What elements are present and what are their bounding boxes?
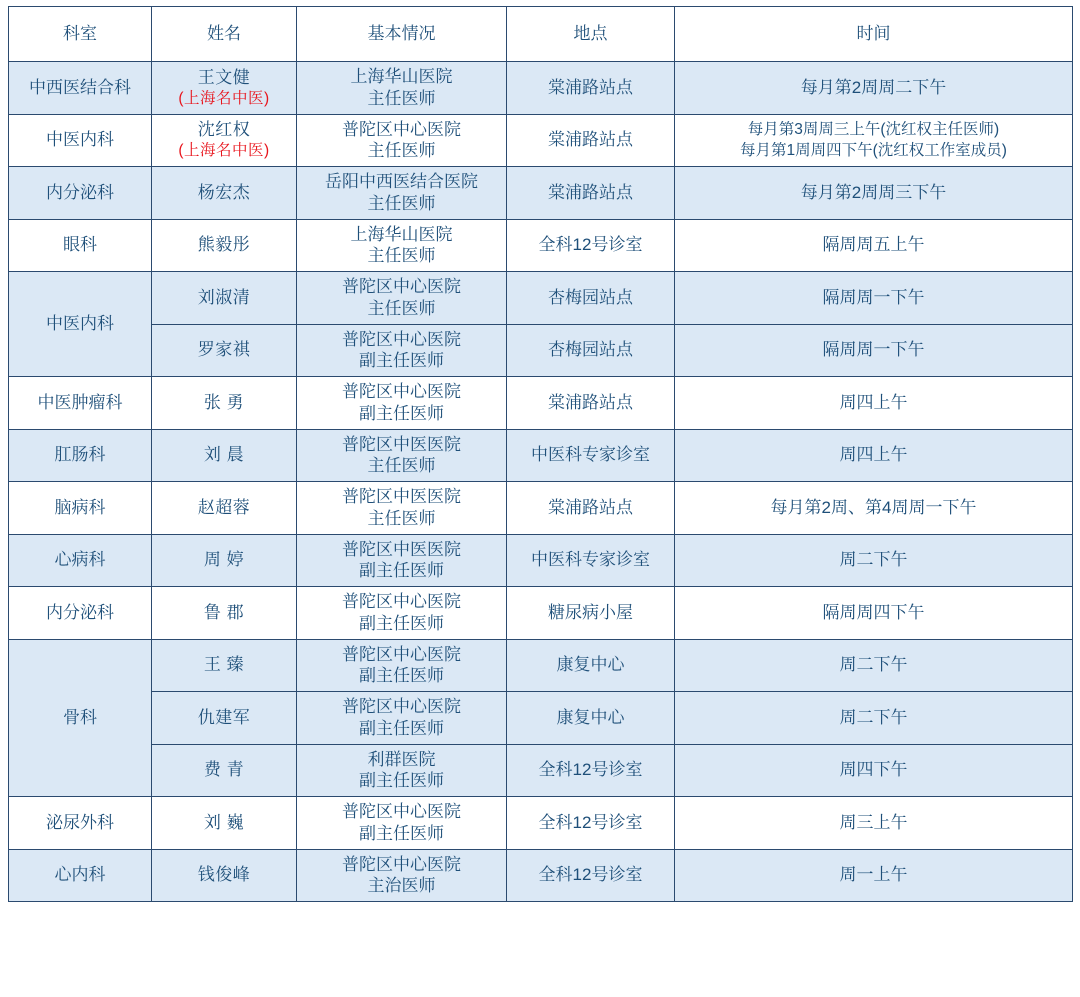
basic-info-line: 普陀区中心医院 xyxy=(342,802,461,821)
basic-info-line: 上海华山医院 xyxy=(350,67,453,86)
basic-info-line: 主任医师 xyxy=(367,141,436,161)
cell-basic-info xyxy=(297,324,507,377)
time-line: 周四上午 xyxy=(839,392,908,412)
cell-name xyxy=(152,587,297,640)
doctor-name: 熊毅彤 xyxy=(197,235,251,255)
table-row xyxy=(9,324,1073,377)
cell-time xyxy=(675,219,1073,272)
time-line: 每月第2周周三下午 xyxy=(800,182,947,202)
time-line: 周四上午 xyxy=(839,445,908,465)
time-line: 每月第1周周四下午(沈红权工作室成员) xyxy=(740,142,1007,160)
basic-info-line: 副主任医师 xyxy=(359,561,444,581)
cell-name xyxy=(152,849,297,902)
cell-department: 脑病科 xyxy=(9,482,152,535)
table-row xyxy=(9,482,1073,535)
basic-info-line: 普陀区中医医院 xyxy=(342,434,461,454)
basic-info-line: 普陀区中心医院 xyxy=(342,592,461,611)
column-header-department: 科室 xyxy=(9,7,152,62)
doctor-name: 罗家祺 xyxy=(197,340,251,360)
cell-location: 康复中心 xyxy=(507,639,675,692)
doctor-name: 沈红权 xyxy=(197,120,251,140)
table-row xyxy=(9,744,1073,797)
cell-location: 杏梅园站点 xyxy=(507,324,675,377)
column-header-time: 时间 xyxy=(675,7,1073,62)
basic-info-line: 主治医师 xyxy=(367,876,436,896)
time-line: 每月第2周、第4周周一下午 xyxy=(770,497,977,517)
cell-location: 康复中心 xyxy=(507,692,675,745)
cell-basic-info xyxy=(297,797,507,850)
cell-basic-info xyxy=(297,849,507,902)
basic-info-line: 普陀区中心医院 xyxy=(342,644,461,664)
cell-time xyxy=(675,534,1073,587)
cell-location: 棠浦路站点 xyxy=(507,167,675,220)
time-line: 周二下午 xyxy=(839,655,908,675)
cell-location: 中医科专家诊室 xyxy=(507,534,675,587)
cell-location: 全科12号诊室 xyxy=(507,849,675,902)
table-row xyxy=(9,692,1073,745)
cell-basic-info xyxy=(297,429,507,482)
cell-department: 泌尿外科 xyxy=(9,797,152,850)
cell-time xyxy=(675,639,1073,692)
cell-time xyxy=(675,797,1073,850)
doctor-name-note: (上海名中医) xyxy=(178,142,270,160)
time-line: 周四下午 xyxy=(839,760,908,780)
cell-time xyxy=(675,692,1073,745)
cell-name xyxy=(152,219,297,272)
cell-location: 糖尿病小屋 xyxy=(507,587,675,640)
cell-name xyxy=(152,744,297,797)
basic-info-line: 主任医师 xyxy=(367,298,436,318)
cell-name xyxy=(152,429,297,482)
doctor-name: 仇建军 xyxy=(197,707,251,727)
cell-time xyxy=(675,482,1073,535)
basic-info-line: 普陀区中医医院 xyxy=(342,539,461,559)
cell-department: 内分泌科 xyxy=(9,167,152,220)
cell-location: 棠浦路站点 xyxy=(507,62,675,115)
cell-basic-info xyxy=(297,219,507,272)
cell-name xyxy=(152,639,297,692)
cell-name xyxy=(152,692,297,745)
cell-basic-info xyxy=(297,272,507,325)
cell-basic-info xyxy=(297,639,507,692)
doctor-name: 刘 巍 xyxy=(203,812,245,832)
doctor-name: 鲁 郡 xyxy=(203,602,245,622)
cell-name xyxy=(152,534,297,587)
cell-location: 全科12号诊室 xyxy=(507,744,675,797)
doctor-name: 王 臻 xyxy=(203,655,245,675)
time-line: 隔周周五上午 xyxy=(822,235,925,255)
table-row xyxy=(9,114,1073,167)
doctor-name: 杨宏杰 xyxy=(197,182,251,202)
basic-info-line: 岳阳中西医结合医院 xyxy=(325,172,478,191)
doctor-name: 钱俊峰 xyxy=(197,865,251,885)
cell-department: 中医内科 xyxy=(9,272,152,377)
basic-info-line: 主任医师 xyxy=(367,246,436,266)
basic-info-line: 利群医院 xyxy=(367,749,436,769)
basic-info-line: 上海华山医院 xyxy=(350,224,453,244)
cell-location: 棠浦路站点 xyxy=(507,114,675,167)
cell-department: 骨科 xyxy=(9,639,152,797)
table-row xyxy=(9,587,1073,640)
basic-info-line: 副主任医师 xyxy=(359,351,444,371)
time-line: 隔周周一下午 xyxy=(822,340,925,360)
basic-info-line: 副主任医师 xyxy=(359,403,444,423)
cell-basic-info xyxy=(297,482,507,535)
table-row xyxy=(9,62,1073,115)
cell-time xyxy=(675,167,1073,220)
cell-department: 中西医结合科 xyxy=(9,62,152,115)
cell-location: 中医科专家诊室 xyxy=(507,429,675,482)
table-row xyxy=(9,429,1073,482)
cell-basic-info xyxy=(297,744,507,797)
cell-basic-info xyxy=(297,534,507,587)
cell-basic-info xyxy=(297,692,507,745)
cell-name xyxy=(152,114,297,167)
table-row xyxy=(9,377,1073,430)
cell-time xyxy=(675,324,1073,377)
basic-info-line: 副主任医师 xyxy=(359,771,444,791)
cell-department: 心内科 xyxy=(9,849,152,902)
cell-location: 全科12号诊室 xyxy=(507,797,675,850)
time-line: 隔周周四下午 xyxy=(822,602,925,622)
table-row xyxy=(9,534,1073,587)
basic-info-line: 副主任医师 xyxy=(359,666,444,686)
cell-basic-info xyxy=(297,62,507,115)
time-line: 每月第2周周二下午 xyxy=(800,77,947,97)
cell-department: 中医内科 xyxy=(9,114,152,167)
cell-name xyxy=(152,272,297,325)
cell-name xyxy=(152,482,297,535)
table-header-row xyxy=(9,7,1073,62)
cell-location: 杏梅园站点 xyxy=(507,272,675,325)
cell-location: 棠浦路站点 xyxy=(507,377,675,430)
time-line: 周二下午 xyxy=(839,707,908,727)
time-line: 隔周周一下午 xyxy=(822,287,925,307)
basic-info-line: 普陀区中心医院 xyxy=(342,277,461,296)
cell-time xyxy=(675,62,1073,115)
column-header-location: 地点 xyxy=(507,7,675,62)
cell-department: 心病科 xyxy=(9,534,152,587)
basic-info-line: 主任医师 xyxy=(367,508,436,528)
time-line: 周三上午 xyxy=(839,812,908,832)
table-row xyxy=(9,797,1073,850)
doctor-name: 刘淑清 xyxy=(197,287,251,307)
basic-info-line: 主任医师 xyxy=(367,88,436,108)
cell-department: 肛肠科 xyxy=(9,429,152,482)
basic-info-line: 普陀区中心医院 xyxy=(342,119,461,139)
cell-time xyxy=(675,114,1073,167)
doctor-name: 刘 晨 xyxy=(203,445,245,465)
cell-time xyxy=(675,429,1073,482)
time-line: 周一上午 xyxy=(839,865,908,885)
expert-schedule-table xyxy=(8,6,1073,902)
doctor-name: 赵超蓉 xyxy=(197,497,251,517)
cell-department: 眼科 xyxy=(9,219,152,272)
basic-info-line: 普陀区中医医院 xyxy=(342,487,461,506)
cell-name xyxy=(152,377,297,430)
cell-basic-info xyxy=(297,167,507,220)
cell-department: 内分泌科 xyxy=(9,587,152,640)
cell-time xyxy=(675,849,1073,902)
doctor-name: 张 勇 xyxy=(203,392,245,412)
cell-time xyxy=(675,377,1073,430)
cell-department: 中医肿瘤科 xyxy=(9,377,152,430)
cell-basic-info xyxy=(297,377,507,430)
table-row xyxy=(9,849,1073,902)
basic-info-line: 副主任医师 xyxy=(359,613,444,633)
cell-name xyxy=(152,797,297,850)
cell-location: 全科12号诊室 xyxy=(507,219,675,272)
cell-basic-info xyxy=(297,114,507,167)
table-row xyxy=(9,272,1073,325)
table-row xyxy=(9,639,1073,692)
basic-info-line: 普陀区中心医院 xyxy=(342,329,461,349)
basic-info-line: 普陀区中心医院 xyxy=(342,382,461,401)
cell-name xyxy=(152,324,297,377)
cell-time xyxy=(675,272,1073,325)
basic-info-line: 副主任医师 xyxy=(359,823,444,843)
cell-time xyxy=(675,587,1073,640)
basic-info-line: 普陀区中心医院 xyxy=(342,697,461,716)
table-header xyxy=(9,7,1073,62)
basic-info-line: 主任医师 xyxy=(367,456,436,476)
basic-info-line: 普陀区中心医院 xyxy=(342,854,461,874)
table-row xyxy=(9,219,1073,272)
column-header-name: 姓名 xyxy=(152,7,297,62)
time-line: 周二下午 xyxy=(839,550,908,570)
doctor-name-note: (上海名中医) xyxy=(178,89,270,107)
table-body xyxy=(9,62,1073,902)
cell-time xyxy=(675,744,1073,797)
column-header-basic-info: 基本情况 xyxy=(297,7,507,62)
cell-basic-info xyxy=(297,587,507,640)
doctor-name: 周 婷 xyxy=(203,550,245,570)
cell-name xyxy=(152,167,297,220)
cell-name xyxy=(152,62,297,115)
basic-info-line: 主任医师 xyxy=(367,193,436,213)
basic-info-line: 副主任医师 xyxy=(359,718,444,738)
time-line: 每月第3周周三上午(沈红权主任医师) xyxy=(747,120,1000,138)
table-row xyxy=(9,167,1073,220)
doctor-name: 费 青 xyxy=(203,760,245,780)
doctor-name: 王文健 xyxy=(197,67,251,87)
cell-location: 棠浦路站点 xyxy=(507,482,675,535)
